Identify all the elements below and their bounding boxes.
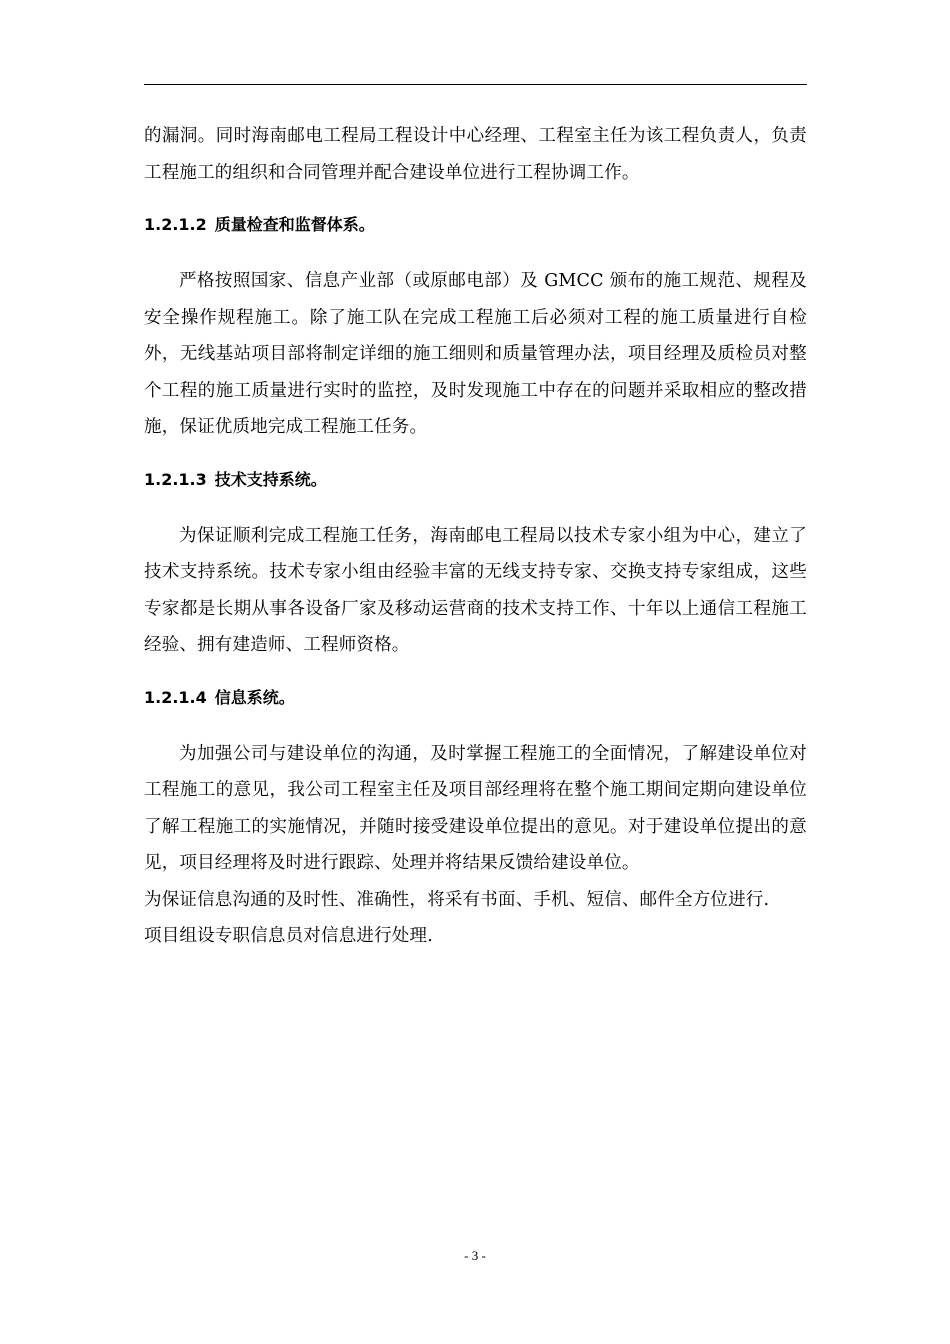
header-rule: [144, 84, 807, 85]
section-body: 为加强公司与建设单位的沟通，及时掌握工程施工的全面情况，了解建设单位对工程施工的意见，我公司工程室主任及项目部经理将在整个施工期间定期向建设单位了解工程施工的实施情况，并随时接受建设单位提出的意见。对于建设单位提出的意见，项目经理将及时进行跟踪、处理并将结果反馈给建设单位。: [144, 743, 807, 873]
section-number: 1.2.1.4: [144, 687, 207, 707]
section-number: 1.2.1.3: [144, 469, 207, 489]
section-body: 严格按照国家、信息产业部（或原邮电部）及 GMCC 颁布的施工规范、规程及安全操作规程施工。除了施工队在完成工程施工后必须对工程的施工质量进行自检外，无线基站项目部将制定详细的施工细则和质量管理办法，项目经理及质检员对整个工程的施工质量进行实时的监控，及时发现施工中存在的问题并采取相应的整改措施，保证优质地完成工程施工任务。: [144, 271, 807, 437]
section-title: 技术支持系统。: [214, 469, 327, 489]
document-body: [144, 118, 807, 955]
section-information: [144, 680, 807, 955]
section-extra-line: 为保证信息沟通的及时性、准确性，将采有书面、手机、短信、邮件全方位进行.: [144, 889, 770, 910]
section-title: 质量检查和监督体系。: [214, 215, 375, 234]
section-heading: [144, 207, 807, 243]
page-number: - 3 -: [464, 1248, 486, 1263]
section-title: 信息系统。: [214, 687, 295, 707]
section-tech-support: [144, 462, 807, 664]
section-quality: [144, 207, 807, 446]
continuation-paragraph: 的漏洞。同时海南邮电工程局工程设计中心经理、工程室主任为该工程负责人，负责工程施工的组织和合同管理并配合建设单位进行工程协调工作。: [144, 126, 807, 183]
section-extra-line: 项目组设专职信息员对信息进行处理.: [144, 926, 433, 946]
section-number: 1.2.1.2: [144, 215, 207, 234]
section-heading: [144, 680, 807, 716]
section-body: 为保证顺利完成工程施工任务，海南邮电工程局以技术专家小组为中心，建立了技术支持系统。技术专家小组由经验丰富的无线支持专家、交换支持专家组成，这些专家都是长期从事各设备厂家及移动运营商的技术支持工作、十年以上通信工程施工经验、拥有建造师、工程师资格。: [144, 525, 807, 655]
section-heading: [144, 462, 807, 498]
